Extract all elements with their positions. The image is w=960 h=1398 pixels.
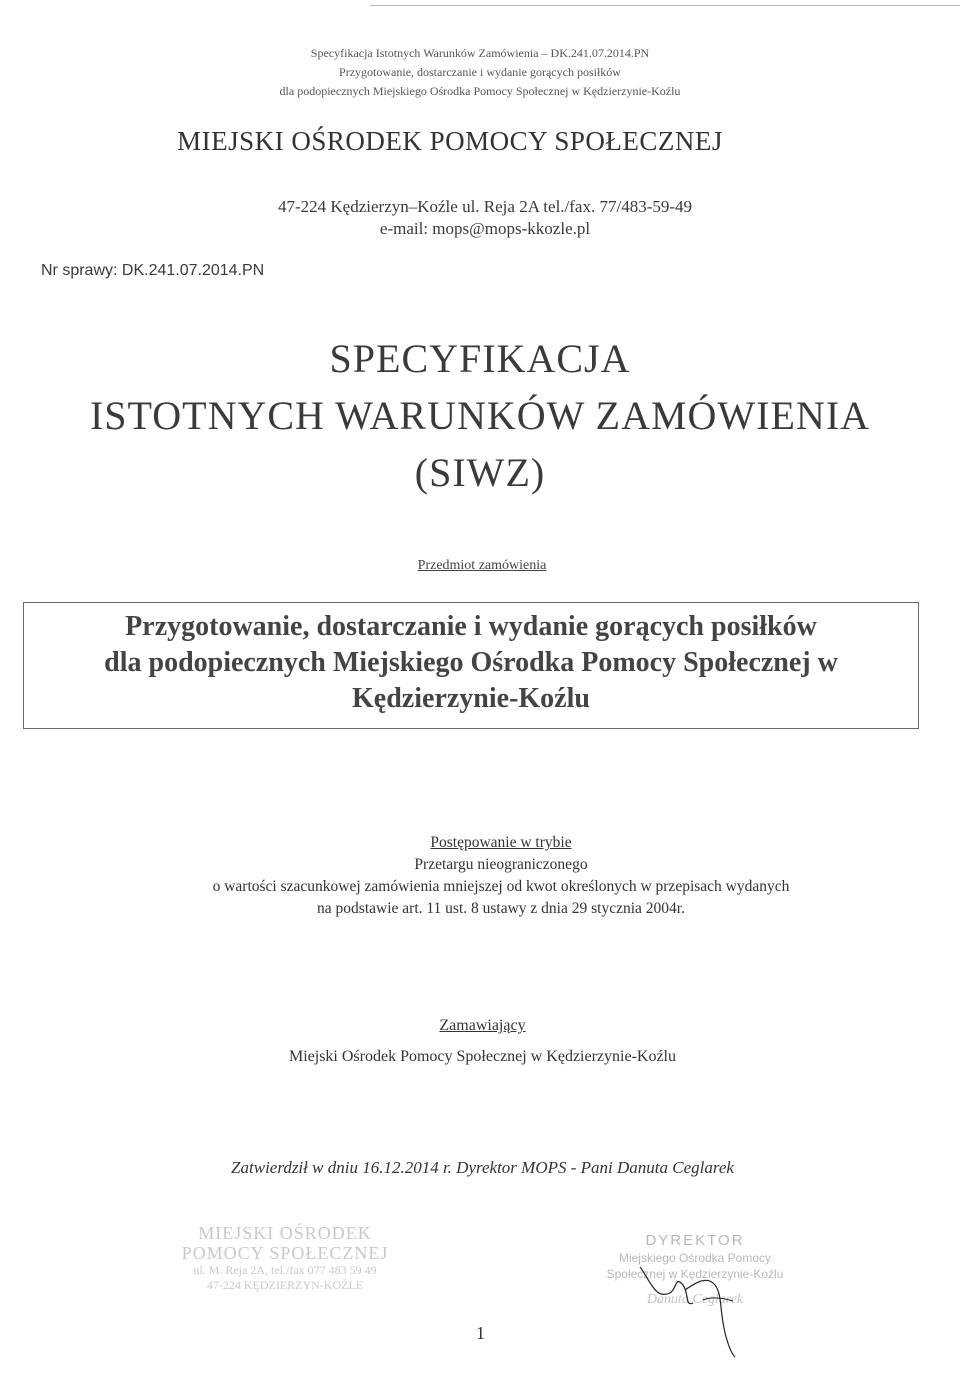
institution-stamp bbox=[165, 1223, 405, 1293]
ordering-party-label: Zamawiający bbox=[439, 1017, 526, 1034]
title-line: SPECYFIKACJA bbox=[329, 336, 631, 381]
header-line: dla podopiecznych Miejskiego Ośrodka Pomocy Społecznej w Kędzierzynie-Koźlu bbox=[279, 84, 681, 98]
approval-note: Zatwierdził w dniu 16.12.2014 r. Dyrektor MOPS - Pani Danuta Ceglarek bbox=[231, 1158, 734, 1177]
procedure-line: Przetargu nieograniczonego bbox=[414, 856, 588, 873]
stamp-line: 47-224 KĘDZIERZYN-KOŹLE bbox=[206, 1278, 364, 1292]
case-number: Nr sprawy: DK.241.07.2014.PN bbox=[41, 262, 265, 279]
stamp-line: DYREKTOR bbox=[645, 1232, 745, 1249]
organization-email: e-mail: mops@mops-kkozle.pl bbox=[379, 219, 591, 238]
subject-text bbox=[24, 603, 918, 717]
handwritten-signature bbox=[615, 1245, 795, 1360]
running-header bbox=[230, 44, 730, 101]
stamp-line: Społecznej w Kędzierzynie-Koźlu bbox=[606, 1267, 784, 1281]
subject-line: Kędzierzynie-Koźlu bbox=[352, 683, 590, 714]
organization-name: MIEJSKI OŚRODEK POMOCY SPOŁECZNEJ bbox=[177, 126, 723, 156]
stamp-line: Miejskiego Ośrodka Pomocy bbox=[618, 1251, 772, 1265]
organization-address: 47-224 Kędzierzyn–Koźle ul. Reja 2A tel./fax. 77/483-59-49 bbox=[277, 197, 693, 216]
title-line: ISTOTNYCH WARUNKÓW ZAMÓWIENIA bbox=[89, 393, 871, 438]
subject-label: Przedmiot zamówienia bbox=[417, 558, 547, 573]
stamp-line: ul. M. Reja 2A, tel./fax 077 483 59 49 bbox=[193, 1263, 377, 1277]
page-number: 1 bbox=[476, 1323, 485, 1343]
header-line: Specyfikacja Istotnych Warunków Zamówienia – DK.241.07.2014.PN bbox=[310, 46, 650, 60]
stamp-line: POMOCY SPOŁECZNEJ bbox=[181, 1243, 389, 1263]
procedure-line: o wartości szacunkowej zamówienia mniejszej od kwot określonych w przepisach wydanych bbox=[212, 878, 790, 895]
ordering-party-name: Miejski Ośrodek Pomocy Społecznej w Kędzierzynie-Koźlu bbox=[288, 1048, 676, 1065]
top-rule bbox=[370, 5, 960, 6]
header-line: Przygotowanie, dostarczanie i wydanie gorących posiłków bbox=[339, 65, 621, 79]
stamp-signature-name: Danuta Ceglarek bbox=[646, 1292, 744, 1307]
procedure-section bbox=[0, 832, 960, 920]
procedure-line: na podstawie art. 11 ust. 8 ustawy z dnia 29 stycznia 2004r. bbox=[317, 900, 685, 917]
procedure-label: Postępowanie w trybie bbox=[430, 834, 572, 851]
subject-line: Przygotowanie, dostarczanie i wydanie gorących posiłków bbox=[125, 611, 817, 642]
subject-line: dla podopiecznych Miejskiego Ośrodka Pomocy Społecznej w bbox=[104, 647, 838, 678]
subject-box bbox=[23, 602, 919, 729]
ordering-party-section bbox=[0, 1010, 960, 1072]
document-title bbox=[0, 330, 960, 501]
organization-contact bbox=[220, 196, 750, 240]
stamp-line: MIEJSKI OŚRODEK bbox=[198, 1223, 372, 1243]
title-line: (SIWZ) bbox=[414, 450, 546, 495]
